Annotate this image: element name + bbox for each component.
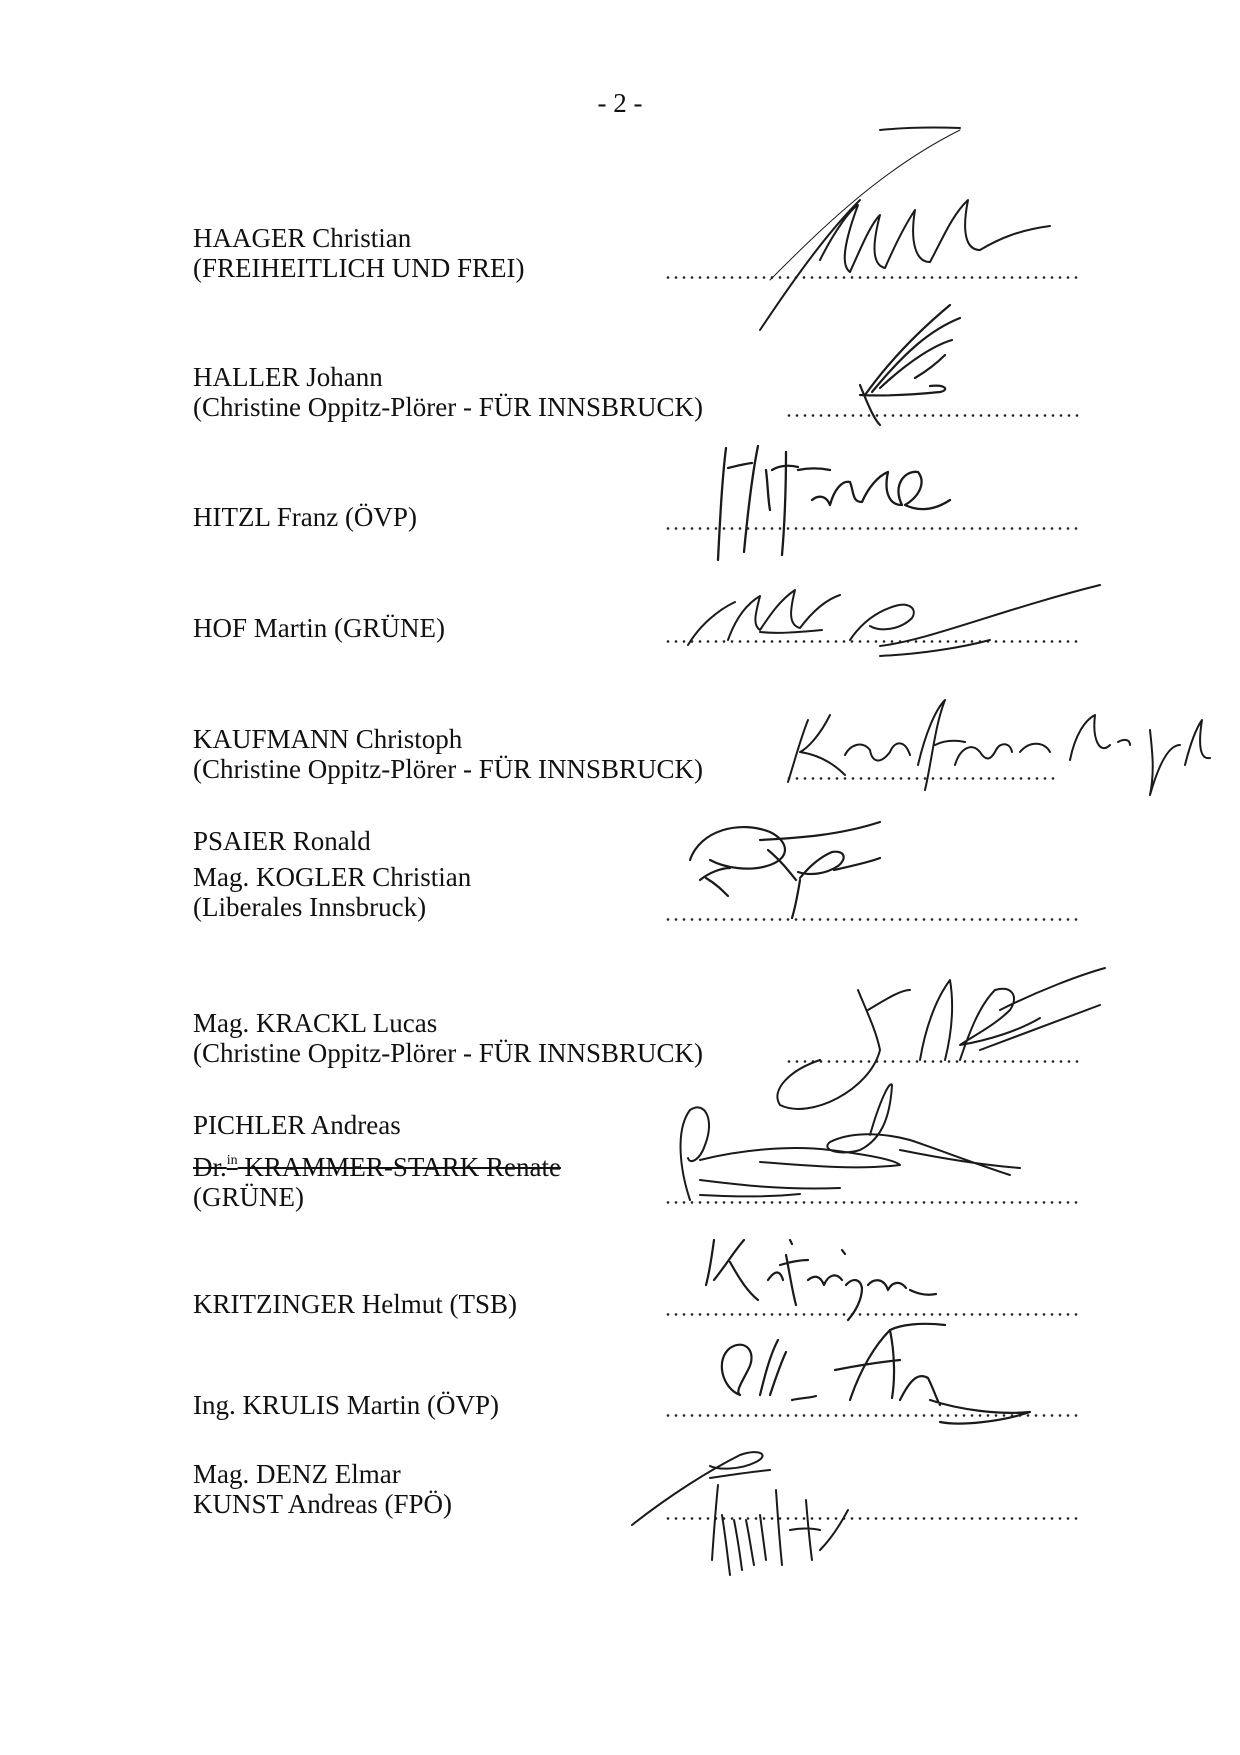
signature-denz-kunst bbox=[632, 1452, 848, 1575]
page-number: - 2 - bbox=[597, 88, 643, 118]
signature-krackl bbox=[777, 968, 1105, 1109]
signature-kaufmann bbox=[788, 700, 1210, 795]
signature-line bbox=[664, 918, 1082, 921]
member-party: (FREIHEITLICH UND FREI) bbox=[193, 253, 525, 283]
stray-ink-mark bbox=[770, 130, 960, 280]
signature-line bbox=[664, 1201, 1082, 1204]
member-name: HOF Martin (GRÜNE) bbox=[193, 613, 445, 643]
member-name: Mag. DENZ Elmar bbox=[193, 1459, 401, 1489]
member-entry-hof bbox=[193, 613, 445, 643]
member-name: KUNST Andreas (FPÖ) bbox=[193, 1489, 453, 1519]
signature-line bbox=[664, 527, 1082, 530]
member-entry-pichler bbox=[193, 1110, 561, 1212]
member-entry-denz-kunst bbox=[193, 1459, 452, 1519]
struck-member-name bbox=[193, 1146, 561, 1182]
member-party: (GRÜNE) bbox=[193, 1182, 304, 1212]
signature-hof bbox=[688, 585, 1100, 656]
struck-name: KRAMMER-STARK Renate bbox=[237, 1152, 561, 1182]
member-entry-kritzinger bbox=[193, 1289, 517, 1319]
signature-psaier bbox=[690, 822, 880, 918]
member-entry-haller bbox=[193, 362, 703, 422]
member-name: HITZL Franz (ÖVP) bbox=[193, 502, 417, 532]
signature-line bbox=[664, 640, 1082, 643]
signature-line bbox=[664, 1313, 1082, 1316]
member-entry-haager bbox=[193, 223, 524, 283]
member-name: KAUFMANN Christoph bbox=[193, 724, 463, 754]
member-name: HAAGER Christian bbox=[193, 223, 412, 253]
member-entry-krulis bbox=[193, 1390, 499, 1420]
member-entry-krackl bbox=[193, 1008, 703, 1068]
member-name: PSAIER Ronald bbox=[193, 826, 371, 856]
signature-haller bbox=[860, 305, 960, 425]
signature-line bbox=[785, 414, 1082, 417]
member-name: PICHLER Andreas bbox=[193, 1110, 401, 1140]
member-party: (Christine Oppitz-Plörer - FÜR INNSBRUCK) bbox=[193, 392, 703, 422]
title-prefix: Dr. bbox=[193, 1152, 227, 1182]
member-party: (Christine Oppitz-Plörer - FÜR INNSBRUCK) bbox=[193, 1038, 703, 1068]
member-party: (Christine Oppitz-Plörer - FÜR INNSBRUCK) bbox=[193, 754, 703, 784]
member-name: Ing. KRULIS Martin (ÖVP) bbox=[193, 1390, 499, 1420]
signature-pichler bbox=[681, 1084, 1020, 1200]
member-entry-kaufmann bbox=[193, 724, 703, 784]
member-name: Mag. KOGLER Christian bbox=[193, 862, 472, 892]
member-name: HALLER Johann bbox=[193, 362, 383, 392]
member-entry-hitzl bbox=[193, 502, 417, 532]
signature-hitzl bbox=[718, 446, 950, 560]
signature-line bbox=[785, 1060, 1082, 1063]
signature-line bbox=[664, 1414, 1082, 1417]
signature-haager bbox=[760, 128, 1050, 330]
member-name: KRITZINGER Helmut (TSB) bbox=[193, 1289, 517, 1319]
signature-kritzinger bbox=[706, 1240, 936, 1320]
member-party: (Liberales Innsbruck) bbox=[193, 892, 427, 922]
title-suffix: in bbox=[226, 1153, 238, 1168]
member-name: Mag. KRACKL Lucas bbox=[193, 1008, 438, 1038]
signature-line bbox=[664, 1517, 1082, 1520]
member-entry-psaier-kogler bbox=[193, 826, 471, 922]
signature-krulis bbox=[722, 1324, 1030, 1424]
signature-line bbox=[664, 276, 1082, 279]
signature-line bbox=[785, 777, 1055, 780]
